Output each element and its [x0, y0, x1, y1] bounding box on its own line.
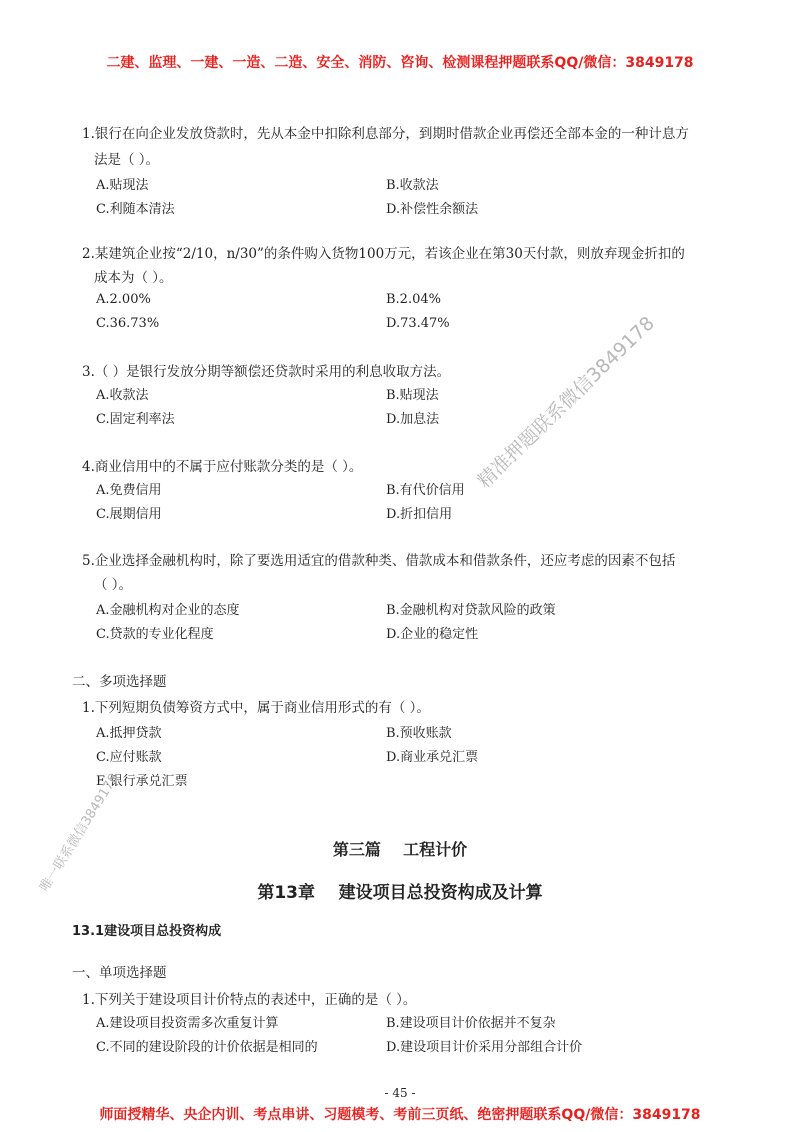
question-5-option-b: B.金融机构对贷款风险的政策 [386, 603, 556, 618]
header-banner: 二建、监理、一建、一造、二造、安全、消防、咨询、检测课程押题联系QQ/微信：3849178 [106, 55, 694, 71]
question-1-option-d: D.补偿性余额法 [386, 202, 479, 217]
part-title: 第三篇 工程计价 [332, 840, 468, 859]
question-2-option-c: C.36.73% [96, 316, 160, 331]
question-1-option-a: A.贴现法 [96, 178, 149, 193]
question-2-option-d: D.73.47% [386, 316, 450, 331]
question-5-stem-line1: 5.企业选择金融机构时，除了要选用适宜的借款种类、借款成本和借款条件，还应考虑的因素不包括 [82, 553, 676, 569]
question-5-stem-line2: （ ）。 [94, 577, 133, 593]
chapter-title: 第13章 建设项目总投资构成及计算 [257, 883, 543, 903]
question-3-option-d: D.加息法 [386, 412, 440, 427]
multi-question-1-option-d: D.商业承兑汇票 [386, 750, 479, 765]
question-4-option-c: C.展期信用 [96, 507, 162, 522]
chapter13-question-1-option-d: D.建设项目计价采用分部组合计价 [386, 1040, 583, 1055]
chapter13-question-1-option-b: B.建设项目计价依据并不复杂 [386, 1016, 556, 1031]
question-1-option-b: B.收款法 [386, 178, 439, 193]
question-1-stem-line1: 1.银行在向企业发放贷款时，先从本金中扣除利息部分，到期时借款企业再偿还全部本金的一种计息方 [82, 126, 689, 142]
multi-question-1-option-b: B.预收账款 [386, 726, 452, 741]
multi-question-1-option-a: A.抵押贷款 [96, 726, 162, 741]
chapter13-question-1-stem: 1.下列关于建设项目计价特点的表述中，正确的是（ ）。 [82, 992, 417, 1008]
multi-choice-heading: 二、多项选择题 [72, 674, 167, 690]
question-3-option-b: B.贴现法 [386, 388, 439, 403]
question-3-stem: 3.（ ）是银行发放分期等额偿还贷款时采用的利息收取方法。 [82, 364, 451, 380]
chapter13-question-1-option-a: A.建设项目投资需多次重复计算 [96, 1016, 279, 1031]
question-4-option-a: A.免费信用 [96, 483, 162, 498]
question-4-option-d: D.折扣信用 [386, 507, 453, 522]
question-1-stem-line2: 法是（ ）。 [94, 152, 160, 168]
question-2-option-a: A.2.00% [96, 292, 151, 307]
diagonal-watermark: 精准押题联系微信3849178 [473, 312, 659, 493]
question-2-option-b: B.2.04% [386, 292, 441, 307]
multi-question-1-option-e: E.银行承兑汇票 [96, 774, 188, 789]
question-5-option-c: C.贷款的专业化程度 [96, 627, 214, 642]
margin-watermark: 唯一联系微信3849178 [37, 771, 123, 895]
question-5-option-d: D.企业的稳定性 [386, 627, 479, 642]
question-1-option-c: C.利随本清法 [96, 202, 175, 217]
question-4-option-b: B.有代价信用 [386, 483, 465, 498]
question-5-option-a: A.金融机构对企业的态度 [96, 603, 240, 618]
chapter13-question-1-option-c: C.不同的建设阶段的计价依据是相同的 [96, 1040, 318, 1055]
question-2-stem-line2: 成本为（ ）。 [94, 270, 173, 286]
section-title: 13.1建设项目总投资构成 [72, 924, 222, 939]
question-3-option-c: C.固定利率法 [96, 412, 175, 427]
page-number: - 45 - [384, 1086, 416, 1100]
single-choice-heading: 一、单项选择题 [72, 965, 167, 981]
footer-banner: 师面授精华、央企内训、考点串讲、习题模考、考前三页纸、绝密押题联系QQ/微信：3849178 [99, 1107, 701, 1123]
multi-question-1-stem: 1.下列短期负债筹资方式中，属于商业信用形式的有（ ）。 [82, 700, 430, 716]
question-4-stem: 4.商业信用中的不属于应付账款分类的是（ ）。 [82, 459, 363, 475]
question-2-stem-line1: 2.某建筑企业按“2/10，n/30”的条件购入货物100万元，若该企业在第30天付款，则放弃现金折扣的 [82, 246, 685, 262]
question-3-option-a: A.收款法 [96, 388, 149, 403]
multi-question-1-option-c: C.应付账款 [96, 750, 162, 765]
